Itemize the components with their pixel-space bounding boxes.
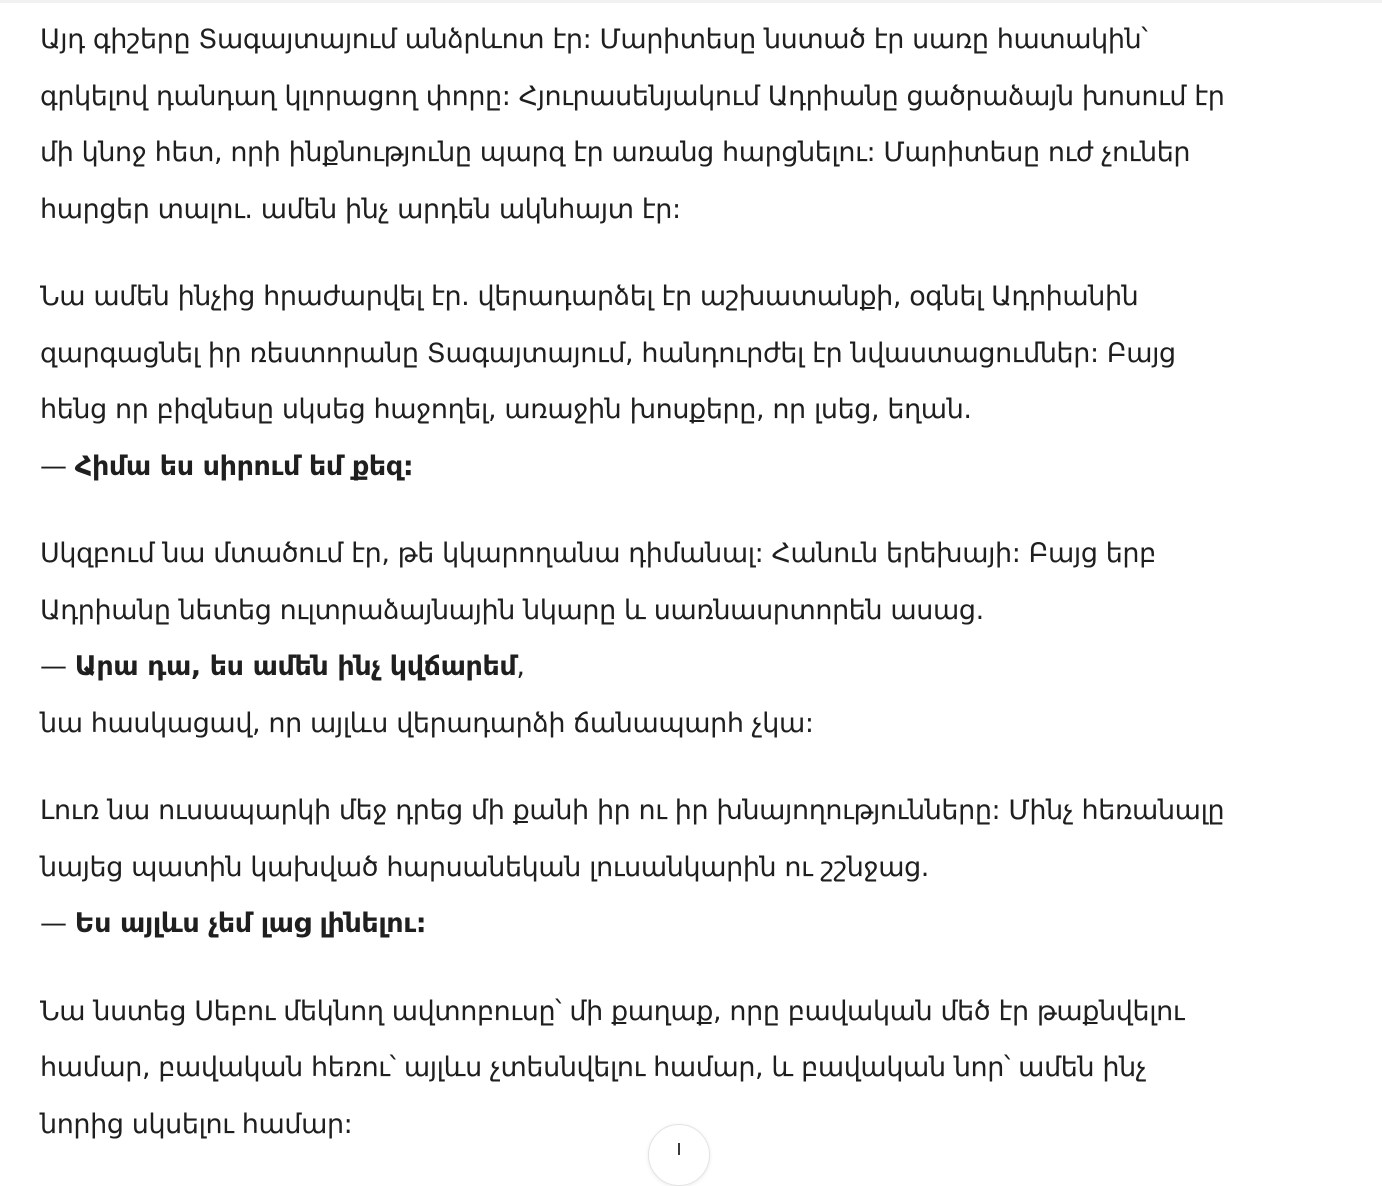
text-line bbox=[40, 696, 1340, 753]
body-text: գրկելով դանդաղ կլորացող փորը: Հյուրասենյակում Ադրիանը ցածրաձայն խոսում էր bbox=[40, 80, 1225, 112]
body-text: — bbox=[40, 651, 75, 682]
body-text: նորից սկսելու համար: bbox=[40, 1108, 353, 1140]
dialogue-text: Արա դա, ես ամեն ինչ կվճարեմ bbox=[74, 651, 517, 682]
body-text: մի կնոջ հետ, որի ինքնությունը պարզ էր առանց հարցնելու: Մարիտեսը ուժ չուներ bbox=[40, 137, 1191, 168]
body-text: համար, բավական հեռու՝ այլևս չտեսնվելու համար, և բավական նոր՝ ամեն ինչ bbox=[40, 1052, 1147, 1083]
top-divider bbox=[0, 0, 1382, 3]
text-line bbox=[40, 125, 1340, 182]
body-text: նա հասկացավ, որ այլևս վերադարձի ճանապարհ չկա: bbox=[40, 707, 814, 739]
paragraph bbox=[40, 783, 1340, 953]
body-text: հարցեր տալու. ամեն ինչ արդեն ակնհայտ էր: bbox=[40, 193, 681, 225]
body-text: Լուռ նա ուսապարկի մեջ դրեց մի քանի իր ու իր խնայողությունները: Մինչ հեռանալը bbox=[40, 795, 1225, 826]
text-line bbox=[40, 526, 1340, 583]
text-line bbox=[40, 984, 1340, 1041]
body-text: Նա ամեն ինչից հրաժարվել էր. վերադարձել էր աշխատանքի, օգնել Ադրիանին bbox=[40, 281, 1139, 312]
body-text: Ադրիանը նետեց ուլտրաձայնային նկարը և սառնասրտորեն ասաց. bbox=[40, 594, 984, 626]
body-text: Այդ գիշերը Տագայտայում անձրևոտ էր: Մարիտեսը նստած էր սառը հատակին՝ bbox=[40, 24, 1148, 55]
text-line bbox=[40, 783, 1340, 840]
text-line bbox=[40, 583, 1340, 640]
dialogue-text: Ես այլևս չեմ լաց լինելու: bbox=[74, 908, 427, 939]
body-text: հենց որ բիզնեսը սկսեց հաջողել, առաջին խոսքերը, որ լսեց, եղան. bbox=[40, 394, 972, 425]
text-line bbox=[40, 69, 1340, 126]
text-line bbox=[40, 326, 1340, 383]
text-line bbox=[40, 1040, 1340, 1097]
text-line bbox=[40, 840, 1340, 897]
dialogue-text: Հիմա ես սիրում եմ քեզ: bbox=[74, 450, 414, 482]
text-line bbox=[40, 639, 1340, 696]
paragraph bbox=[40, 12, 1340, 238]
text-line bbox=[40, 182, 1340, 239]
scroll-down-button[interactable] bbox=[648, 1124, 710, 1186]
body-text: , bbox=[516, 651, 525, 682]
article-body bbox=[40, 12, 1340, 1153]
body-text: — bbox=[40, 908, 75, 939]
body-text: — bbox=[40, 450, 75, 482]
text-line bbox=[40, 896, 1340, 953]
paragraph bbox=[40, 269, 1340, 495]
text-line bbox=[40, 439, 1340, 496]
body-text: զարգացնել իր ռեստորանը Տագայտայում, հանդուրժել էր նվաստացումներ: Բայց bbox=[40, 337, 1176, 369]
body-text: Նա նստեց Սեբու մեկնող ավտոբուսը՝ մի քաղաք, որը բավական մեծ էր թաքնվելու bbox=[40, 995, 1185, 1027]
body-text: Սկզբում նա մտածում էր, թե կկարողանա դիմանալ: Հանուն երեխայի: Բայց երբ bbox=[40, 538, 1156, 569]
body-text: նայեց պատին կախված հարսանեկան լուսանկարին ու շշնջաց. bbox=[40, 851, 929, 883]
text-line bbox=[40, 269, 1340, 326]
text-line bbox=[40, 382, 1340, 439]
paragraph bbox=[40, 526, 1340, 752]
arrow-down-icon bbox=[678, 1143, 680, 1155]
text-line bbox=[40, 12, 1340, 69]
